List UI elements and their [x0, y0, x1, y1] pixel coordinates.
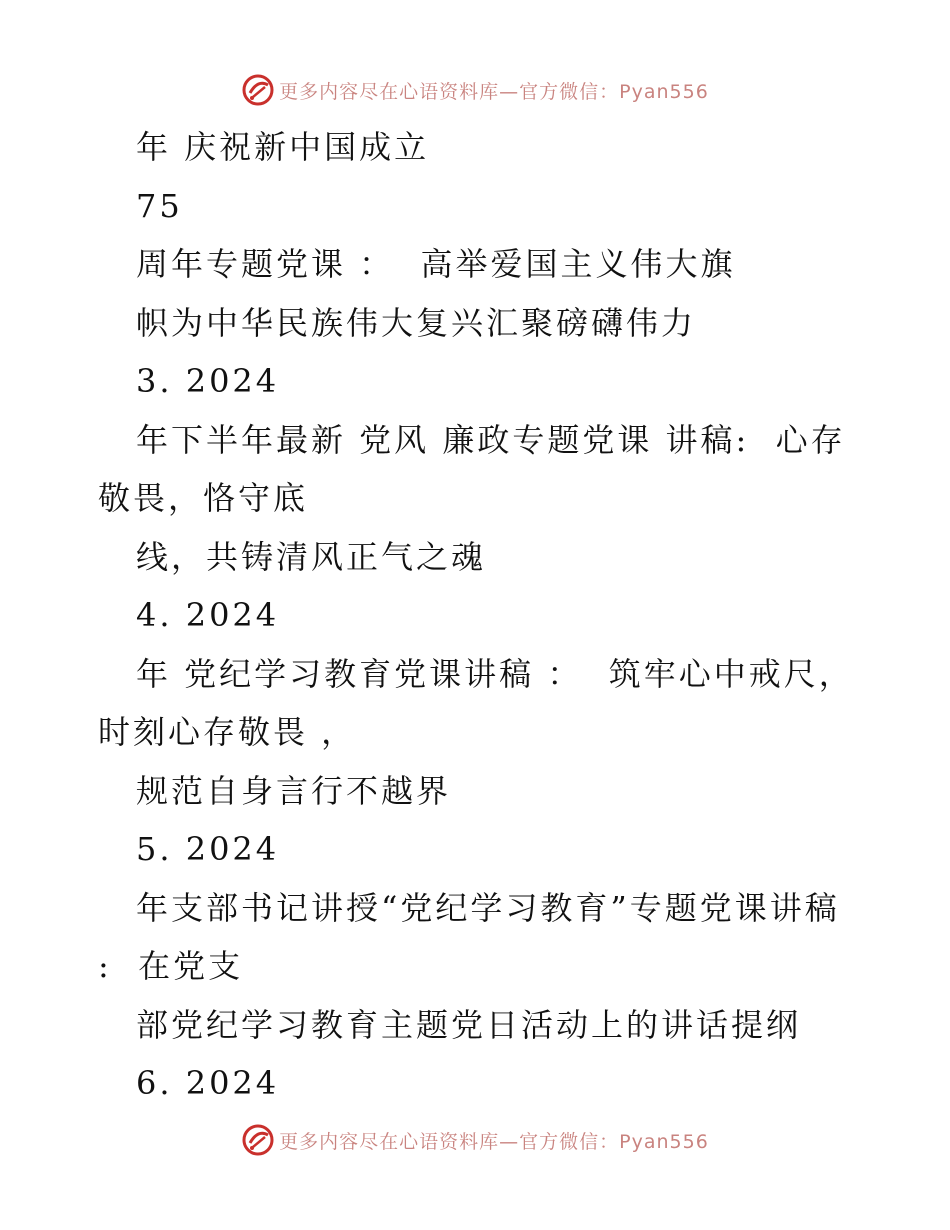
text-line: 线，共铸清风正气之魂: [136, 537, 487, 576]
document-body: [98, 118, 858, 1113]
text-line: 4. 2024: [136, 596, 280, 634]
text-line: 年 庆祝新中国成立: [136, 128, 430, 166]
text-line: 周年专题党课 ： 高举爱国主义伟大旗: [136, 245, 736, 283]
text-line: 年 党纪学习教育党课讲稿 ： 筑牢心中戒尺，: [136, 654, 854, 693]
text-line: 年支部书记讲授“党纪学习教育”专题党课讲稿: [136, 888, 840, 927]
text-line: 6. 2024: [136, 1064, 280, 1102]
watermark-text: 更多内容尽在心语资料库—官方微信：Pyan556: [279, 80, 709, 103]
text-line: 敬畏，恪守底: [98, 479, 309, 517]
logo-icon: [241, 1123, 275, 1157]
text-line: 部党纪学习教育主题党日活动上的讲话提纲: [136, 1005, 802, 1044]
watermark-text: 更多内容尽在心语资料库—官方微信：Pyan556: [279, 1130, 709, 1153]
text-line: 5. 2024: [136, 830, 280, 868]
text-line: 规范自身言行不越界: [136, 771, 452, 810]
logo-icon: [241, 73, 275, 107]
text-line: 75: [136, 186, 183, 225]
text-line: 帜为中华民族伟大复兴汇聚磅礴伟力: [136, 303, 697, 342]
watermark-header: [0, 70, 950, 110]
text-line: : 在党支: [98, 947, 244, 985]
text-line: 年下半年最新 党风 廉政专题党课 讲稿: 心存: [136, 420, 846, 459]
text-line: 时刻心存敬畏 ，: [98, 713, 357, 751]
text-line: 3. 2024: [136, 362, 280, 400]
watermark-footer: [0, 1120, 950, 1160]
